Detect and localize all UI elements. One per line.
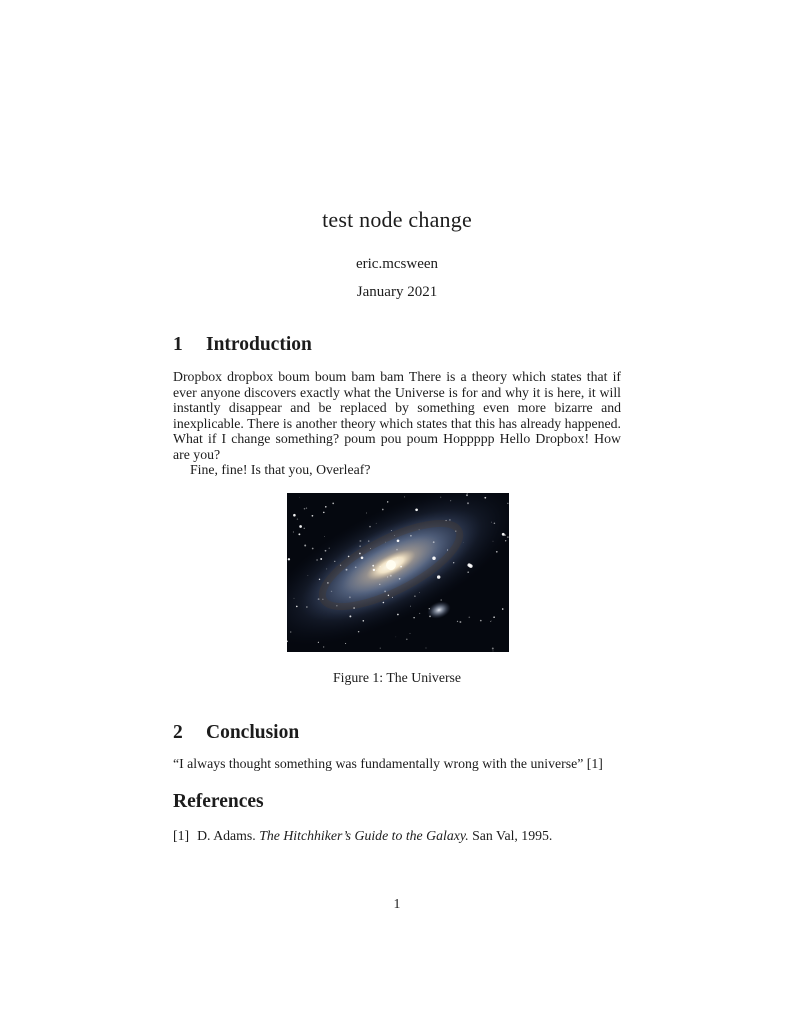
section-heading-introduction: [173, 334, 621, 356]
section-title: References: [173, 791, 264, 812]
section-number: 1: [173, 334, 183, 355]
reference-title: The Hitchhiker’s Guide to the Galaxy.: [259, 828, 469, 843]
reference-text: [197, 828, 552, 844]
section-heading-conclusion: [173, 722, 621, 744]
galaxy-image: [287, 493, 509, 652]
introduction-paragraph: Dropbox dropbox boum boum bam bam There is a theory which states that if ever anyone discovers exactly what the Universe is for and why it is here, it will instantly disappear and be replaced by something even more bizarre and inexplicable. There is another theory which states that this has already happened. What if I change something? poum pou poum Hoppppp Hello Dropbox! How are you?: [173, 369, 621, 462]
reference-author: D. Adams.: [197, 828, 256, 843]
conclusion-quote: “I always thought something was fundamentally wrong with the universe” [1]: [173, 756, 603, 771]
section-number: 2: [173, 722, 183, 743]
author: eric.mcsween: [355, 256, 439, 272]
references-heading: [173, 791, 621, 813]
introduction-paragraph-2: Fine, fine! Is that you, Overleaf?: [190, 462, 371, 477]
page-number: 1: [393, 896, 401, 911]
section-title: Conclusion: [206, 722, 300, 743]
date: January 2021: [356, 284, 438, 300]
page-title: test node change: [322, 207, 472, 232]
figure-caption: Figure 1: The Universe: [332, 670, 462, 685]
reference-marker: [1]: [173, 828, 190, 843]
section-title: Introduction: [206, 334, 312, 355]
reference-publisher: San Val, 1995.: [472, 828, 553, 843]
reference-entry: [173, 828, 643, 844]
figure-1: [287, 493, 509, 652]
